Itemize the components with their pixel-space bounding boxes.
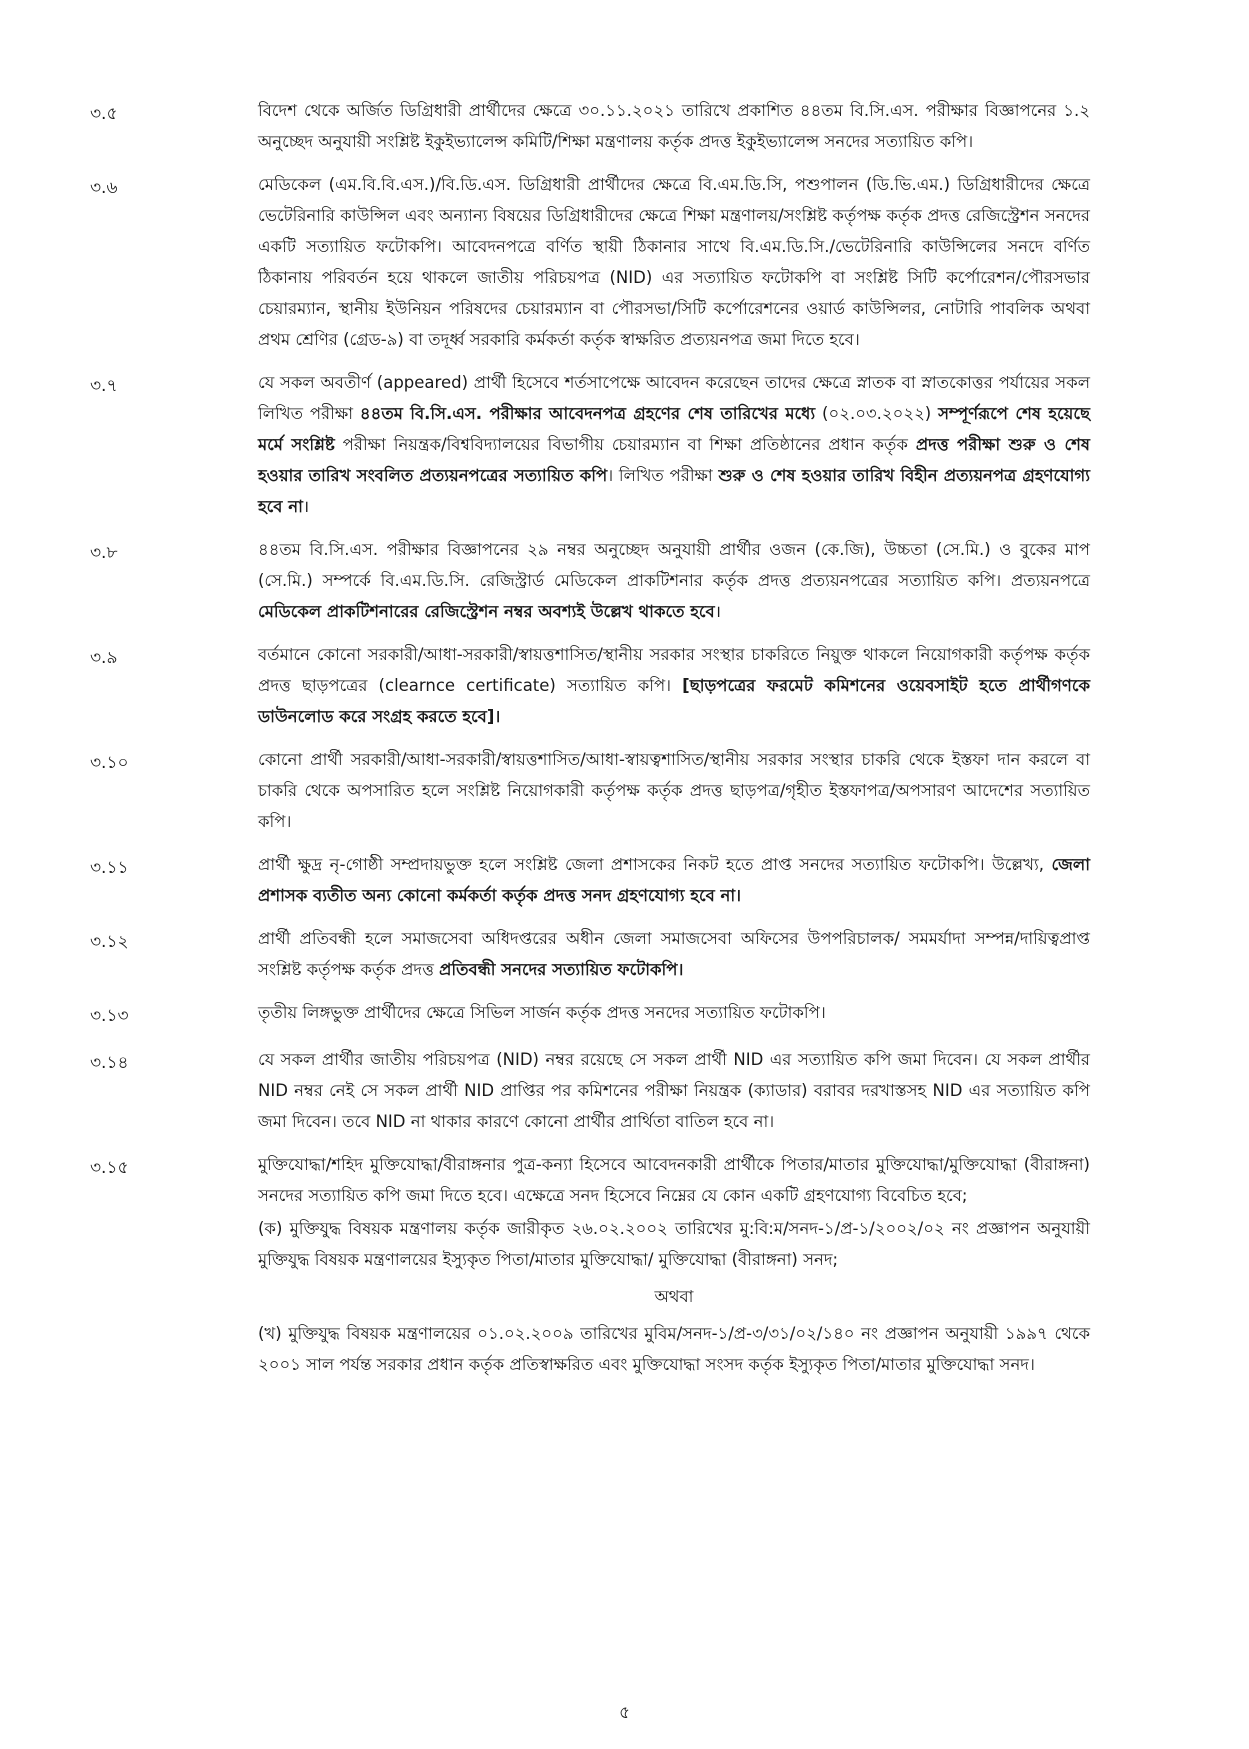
list-item [90, 923, 1090, 985]
item-text [258, 849, 1090, 911]
text-segment: । লিখিত পরীক্ষা [607, 466, 719, 485]
text-segment: । [302, 497, 310, 516]
page-number: ৫ [618, 1703, 631, 1723]
item-number: ৩.৭ [90, 376, 118, 396]
text-segment: বিদেশ থেকে অর্জিত ডিগ্রিধারী প্রার্থীদের ক্ষেত্রে ৩০.১১.২০২১ তারিখে প্রকাশিত ৪৪তম বি.সি.এস. পরীক্ষার বিজ্ঞাপনের ১.২ অনুচ্ছেদ অনুযায়ী সংশ্লিষ্ট ইকুইভ্যালেন্স কমিটি/শিক্ষা মন্ত্রণালয় কর্তৃক প্রদত্ত ইকুইভ্যালেন্স সনদের সত্যায়িত কপি। [258, 101, 1090, 151]
item-number: ৩.৫ [90, 104, 118, 124]
bold-text-segment: [ছাড়পত্রের ফরমেট কমিশনের ওয়েবসাইট হতে প্রার্থীগণকে ডাউনলোড করে সংগ্রহ করতে হবে]। [258, 676, 1090, 726]
list-item [90, 169, 1090, 355]
item-number: ৩.১৩ [90, 1006, 129, 1026]
bold-text-segment: ৪৪তম বি.সি.এস. পরীক্ষার আবেদনপত্র গ্রহণের শেষ তারিখের মধ্যে [359, 404, 816, 423]
list-item [90, 534, 1090, 627]
bold-text-segment: শুরু ও শেষ হওয়ার তারিখ বিহীন প্রত্যয়নপত্র গ্রহণযোগ্য হবে না [258, 466, 1090, 516]
list-item [90, 95, 1090, 157]
item-number: ৩.১১ [90, 858, 129, 878]
item-number: ৩.৯ [90, 648, 118, 668]
list-item [90, 367, 1090, 522]
list-item [90, 1149, 1090, 1380]
text-segment: পরীক্ষা নিয়ন্ত্রক/বিশ্ববিদ্যালয়ের বিভাগীয় চেয়ারম্যান বা শিক্ষা প্রতিষ্ঠানের প্রধান কর্তৃক [334, 435, 916, 454]
text-segment: যে সকল প্রার্থীর জাতীয় পরিচয়পত্র (NID) নম্বর রয়েছে সে সকল প্রার্থী NID এর সত্যায়িত কপি জমা দিবেন। যে সকল প্রার্থীর NID নম্বর নেই সে সকল প্রার্থী NID প্রাপ্তির পর কমিশনের পরীক্ষা নিয়ন্ত্রক (ক্যাডার) বরাবর দরখাস্তসহ NID এর সত্যায়িত কপি জমা দিবেন। তবে NID না থাকার কারণে কোনো প্রার্থীর প্রার্থিতা বাতিল হবে না। [258, 1050, 1090, 1131]
sub-clause-a: (ক) মুক্তিযুদ্ধ বিষয়ক মন্ত্রণালয় কর্তৃক জারীকৃত ২৬.০২.২০০২ তারিখের মু:বি:ম/সনদ-১/প্র-১/২০০২/০২ নং প্রজ্ঞাপন অনুযায়ী মুক্তিযুদ্ধ বিষয়ক মন্ত্রণালয়ের ইস্যুকৃত পিতা/মাতার মুক্তিযোদ্ধা/ মুক্তিযোদ্ধা (বীরাঙ্গনা) সনদ; [258, 1219, 1090, 1269]
bold-text-segment: জেলা প্রশাসক ব্যতীত অন্য কোনো কর্মকর্তা কর্তৃক প্রদত্ত সনদ গ্রহণযোগ্য হবে না। [258, 855, 1090, 905]
text-segment: ৪৪তম বি.সি.এস. পরীক্ষার বিজ্ঞাপনের ২৯ নম্বর অনুচ্ছেদ অনুযায়ী প্রার্থীর ওজন (কে.জি), উচ্চতা (সে.মি.) ও বুকের মাপ (সে.মি.) সম্পর্কে বি.এম.ডি.সি. রেজিস্ট্রার্ড মেডিকেল প্রাকটিশনার কর্তৃক প্রদত্ত প্রত্যয়নপত্রের সত্যায়িত কপি। প্রত্যয়নপত্রে [258, 540, 1090, 590]
text-segment: (০২.০৩.২০২২) [815, 404, 939, 423]
bold-text-segment: প্রতিবন্ধী সনদের সত্যায়িত ফটোকপি। [439, 960, 684, 979]
text-segment: বর্তমানে কোনো সরকারী/আধা-সরকারী/স্বায়ত্তশাসিত/স্থানীয় সরকার সংস্থার চাকরিতে নিয়ুক্ত থাকলে নিয়োগকারী কর্তৃপক্ষ কর্তৃক প্রদত্ত ছাড়পত্রের (clearnce certificate) সত্যায়িত কপি। [258, 645, 1090, 695]
item-text [258, 997, 1090, 1032]
list-item [90, 744, 1090, 837]
item-text [258, 367, 1090, 522]
item-text [258, 923, 1090, 985]
item-number: ৩.১৫ [90, 1158, 129, 1178]
list-item [90, 1044, 1090, 1137]
bold-text-segment: সম্পূর্ণরূপে শেষ হয়েছে মর্মে সংশ্লিষ্ট [258, 404, 1090, 454]
text-segment: মুক্তিযোদ্ধা/শহিদ মুক্তিযোদ্ধা/বীরাঙ্গনার পুত্র-কন্যা হিসেবে আবেদনকারী প্রার্থীকে পিতার/মাতার মুক্তিযোদ্ধা/মুক্তিযোদ্ধা (বীরাঙ্গনা) সনদের সত্যায়িত কপি জমা দিতে হবে। এক্ষেত্রে সনদ হিসেবে নিম্নের যে কোন একটি গ্রহণযোগ্য বিবেচিত হবে; [258, 1155, 1090, 1205]
list-item [90, 997, 1090, 1032]
list-item [90, 639, 1090, 732]
text-segment: তৃতীয় লিঙ্গভুক্ত প্রার্থীদের ক্ষেত্রে সিভিল সার্জন কর্তৃক প্রদত্ত সনদের সত্যায়িত ফটোকপি। [258, 1003, 826, 1022]
text-segment: কোনো প্রার্থী সরকারী/আধা-সরকারী/স্বায়ত্তশাসিত/আধা-স্বায়ত্বশাসিত/স্থানীয় সরকার সংস্থার চাকরি থেকে ইস্তফা দান করলে বা চাকরি থেকে অপসারিত হলে সংশ্লিষ্ট নিয়োগকারী কর্তৃপক্ষ কর্তৃক প্রদত্ত ছাড়পত্র/গৃহীত ইস্তফাপত্র/অপসারণ আদেশের সত্যায়িত কপি। [258, 750, 1090, 831]
item-number: ৩.৮ [90, 543, 118, 563]
item-number: ৩.৬ [90, 178, 118, 198]
item-number: ৩.১২ [90, 932, 129, 952]
list-item [90, 849, 1090, 911]
bold-text-segment: প্রদত্ত পরীক্ষা শুরু ও শেষ হওয়ার তারিখ সংবলিত প্রত্যয়নপত্রের সত্যায়িত কপি [258, 435, 1091, 485]
item-text [258, 744, 1090, 837]
text-segment: মেডিকেল (এম.বি.বি.এস.)/বি.ডি.এস. ডিগ্রিধারী প্রার্থীদের ক্ষেত্রে বি.এম.ডি.সি, পশুপালন (ডি.ভি.এম.) ডিগ্রিধারীদের ক্ষেত্রে ভেটেরিনারি কাউন্সিল এবং অন্যান্য বিষয়ের ডিগ্রিধারীদের ক্ষেত্রে শিক্ষা মন্ত্রণালয়/সংশ্লিষ্ট কর্তৃপক্ষ কর্তৃক প্রদত্ত রেজিস্ট্রেশন সনদের একটি সত্যায়িত ফটোকপি। আবেদনপত্রে বর্ণিত স্থায়ী ঠিকানার সাথে বি.এম.ডি.সি./ভেটেরিনারি কাউন্সিলের সনদে বর্ণিত ঠিকানায় পরিবর্তন হয়ে থাকলে জাতীয় পরিচয়পত্র (NID) এর সত্যায়িত ফটোকপি বা সংশ্লিষ্ট সিটি কর্পোরেশন/পৌরসভার চেয়ারম্যান, স্থানীয় ইউনিয়ন পরিষদের চেয়ারম্যান বা পৌরসভা/সিটি কর্পোরেশনের ওয়ার্ড কাউন্সিলর, নোটারি পাবলিক অথবা প্রথম শ্রেণির (গ্রেড-৯) বা তদূর্ধ্ব সরকারি কর্মকর্তা কর্তৃক স্বাক্ষরিত প্রত্যয়নপত্র জমা দিতে হবে। [258, 175, 1090, 349]
item-number: ৩.১৪ [90, 1053, 129, 1073]
text-segment: যে সকল অবতীর্ণ (appeared) প্রার্থী হিসেবে শর্তসাপেক্ষে আবেদন করেছেন তাদের ক্ষেত্রে স্নাতক বা স্নাতকোত্তর পর্যায়ের সকল লিখিত পরীক্ষা [258, 373, 1090, 423]
item-text [258, 534, 1090, 627]
item-text [258, 639, 1090, 732]
sub-clause-b: (খ) মুক্তিযুদ্ধ বিষয়ক মন্ত্রণালয়ের ০১.০২.২০০৯ তারিখের মুবিম/সনদ-১/প্র-৩/৩১/০২/১৪০ নং প্রজ্ঞাপন অনুযায়ী ১৯৯৭ থেকে ২০০১ সাল পর্যন্ত সরকার প্রধান কর্তৃক প্রতিস্বাক্ষরিত এবং মুক্তিযোদ্ধা সংসদ কর্তৃক ইস্যুকৃত পিতা/মাতার মুক্তিযোদ্ধা সনদ। [258, 1324, 1090, 1374]
bold-text-segment: মেডিকেল প্রাকটিশনারের রেজিস্ট্রেশন নম্বর অবশ্যই উল্লেখ থাকতে হবে [258, 602, 715, 621]
requirements-list [90, 95, 1090, 1392]
item-text [258, 1044, 1090, 1137]
item-text [258, 95, 1090, 157]
item-number: ৩.১০ [90, 753, 129, 773]
text-segment: প্রার্থী প্রতিবন্ধী হলে সমাজসেবা অধিদপ্তরের অধীন জেলা সমাজসেবা অফিসের উপপরিচালক/ সমমর্যাদা সম্পন্ন/দায়িত্বপ্রাপ্ত সংশ্লিষ্ট কর্তৃপক্ষ কর্তৃক প্রদত্ত [258, 929, 1090, 979]
or-separator: অথবা [654, 1287, 694, 1306]
item-text [258, 1149, 1090, 1380]
text-segment: । [714, 602, 722, 621]
item-text [258, 169, 1090, 355]
text-segment: প্রার্থী ক্ষুদ্র নৃ-গোষ্ঠী সম্প্রদায়ভুক্ত হলে সংশ্লিষ্ট জেলা প্রশাসকের নিকট হতে প্রাপ্ত সনদের সত্যায়িত ফটোকপি। উল্লেখ্য, [258, 855, 1052, 874]
